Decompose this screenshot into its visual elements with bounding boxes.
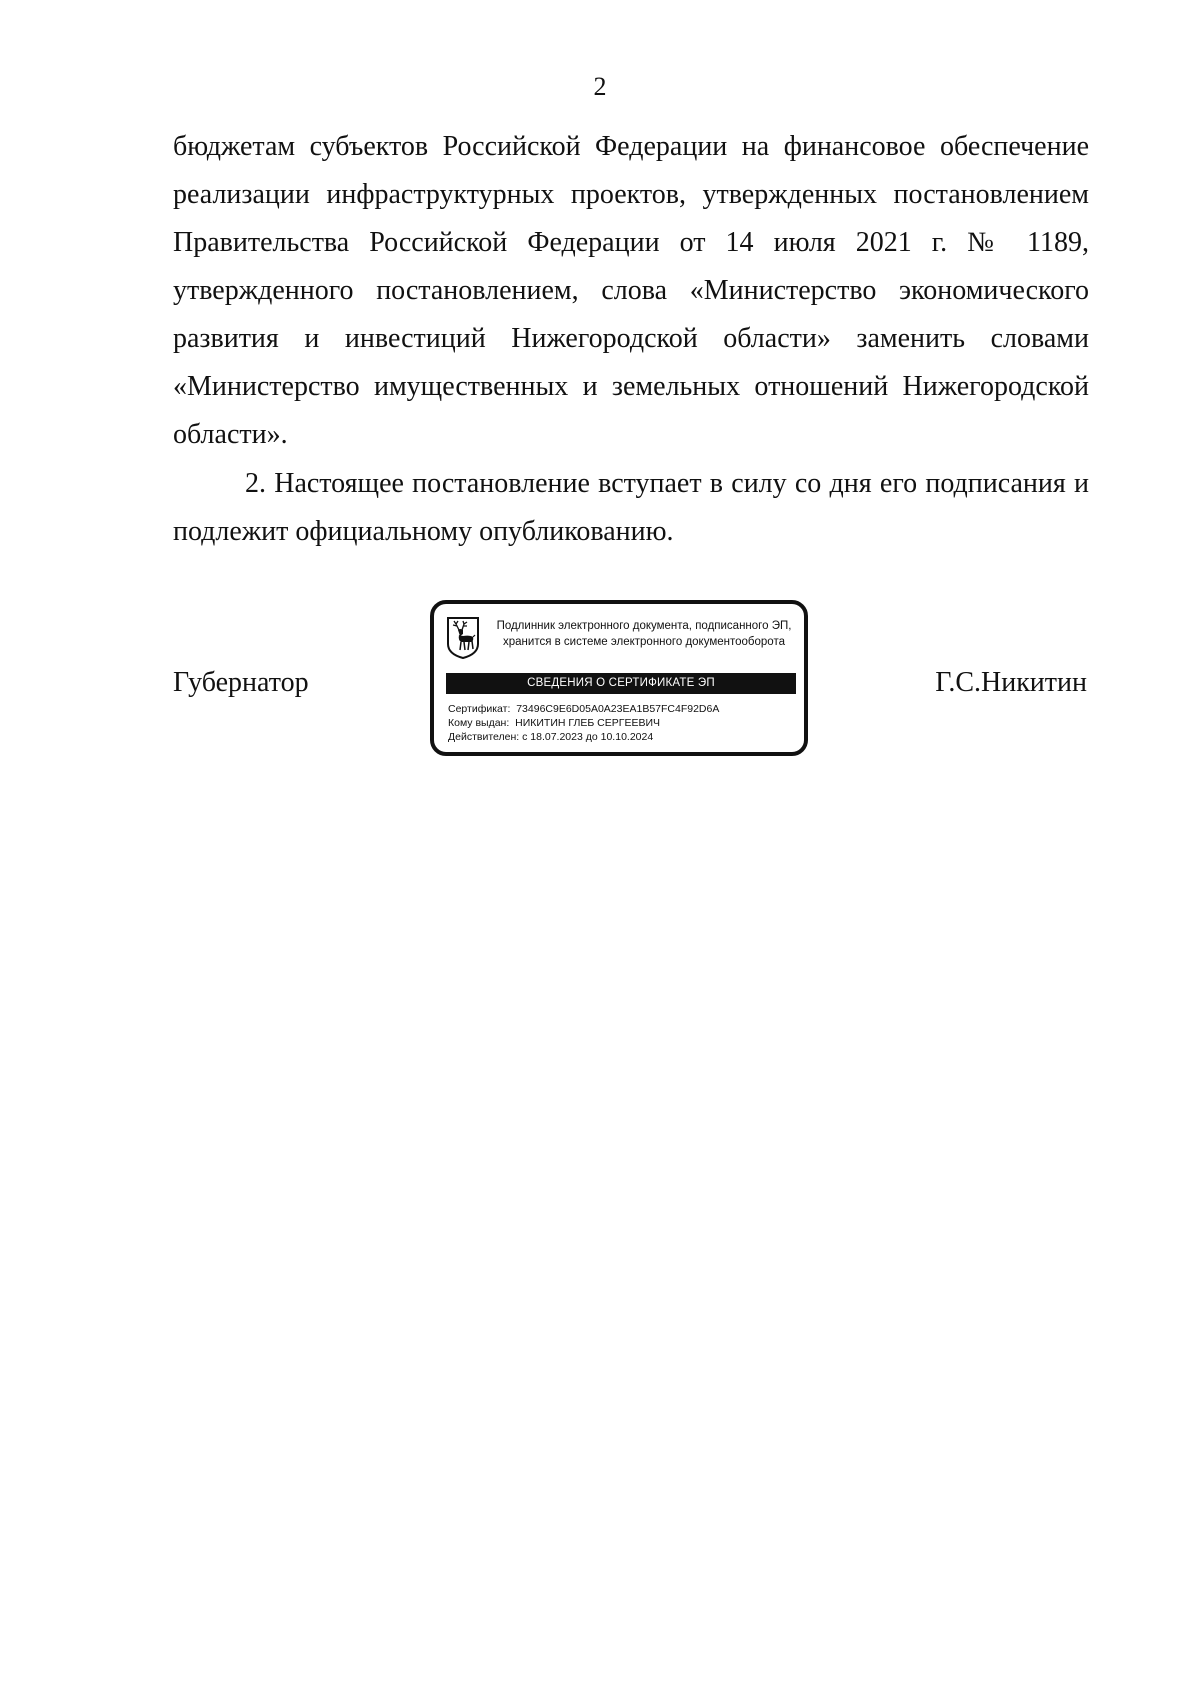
- stamp-header-line-1: Подлинник электронного документа, подписанного ЭП,: [496, 620, 792, 632]
- signer-position: Губернатор: [173, 667, 309, 698]
- stamp-certificate-title: СВЕДЕНИЯ О СЕРТИФИКАТЕ ЭП: [446, 673, 796, 694]
- stamp-header: [486, 618, 802, 650]
- signature-block: [0, 600, 1200, 770]
- electronic-signature-stamp: [430, 600, 808, 756]
- issued-to-value: НИКИТИН ГЛЕБ СЕРГЕЕВИЧ: [515, 717, 661, 729]
- paragraph-2: 2. Настоящее постановление вступает в силу со дня его подписания и подлежит официальному опубликованию.: [173, 468, 1089, 547]
- issued-to-label: Кому выдан:: [448, 717, 510, 729]
- validity-value: с 18.07.2023 до 10.10.2024: [522, 731, 654, 743]
- validity-row: [448, 730, 719, 744]
- validity-label: Действителен:: [448, 731, 520, 743]
- certificate-label: Сертификат:: [448, 703, 511, 715]
- certificate-row: [448, 702, 719, 716]
- stamp-certificate-details: [448, 702, 719, 744]
- paragraph-continuation: бюджетам субъектов Российской Федерации на финансовое обеспечение реализации инфраструктурных проектов, утвержденных постановлением Правительства Российской Федерации от 14 июля 2021 г. № 1189, утвержденного постановлением, слова «Министерство экономического развития и инвестиций Нижегородской области» заменить словами «Министерство имущественных и земельных отношений Нижегородской области».: [173, 131, 1089, 450]
- certificate-value: 73496C9E6D05A0A23EA1B57FC4F92D6A: [516, 703, 720, 715]
- deer-emblem-icon: [446, 616, 480, 660]
- stamp-header-line-2: хранится в системе электронного документооборота: [503, 636, 785, 648]
- document-body: [173, 123, 1089, 556]
- signer-name: Г.С.Никитин: [935, 667, 1087, 698]
- issued-to-row: [448, 716, 719, 730]
- page-number: 2: [593, 72, 607, 101]
